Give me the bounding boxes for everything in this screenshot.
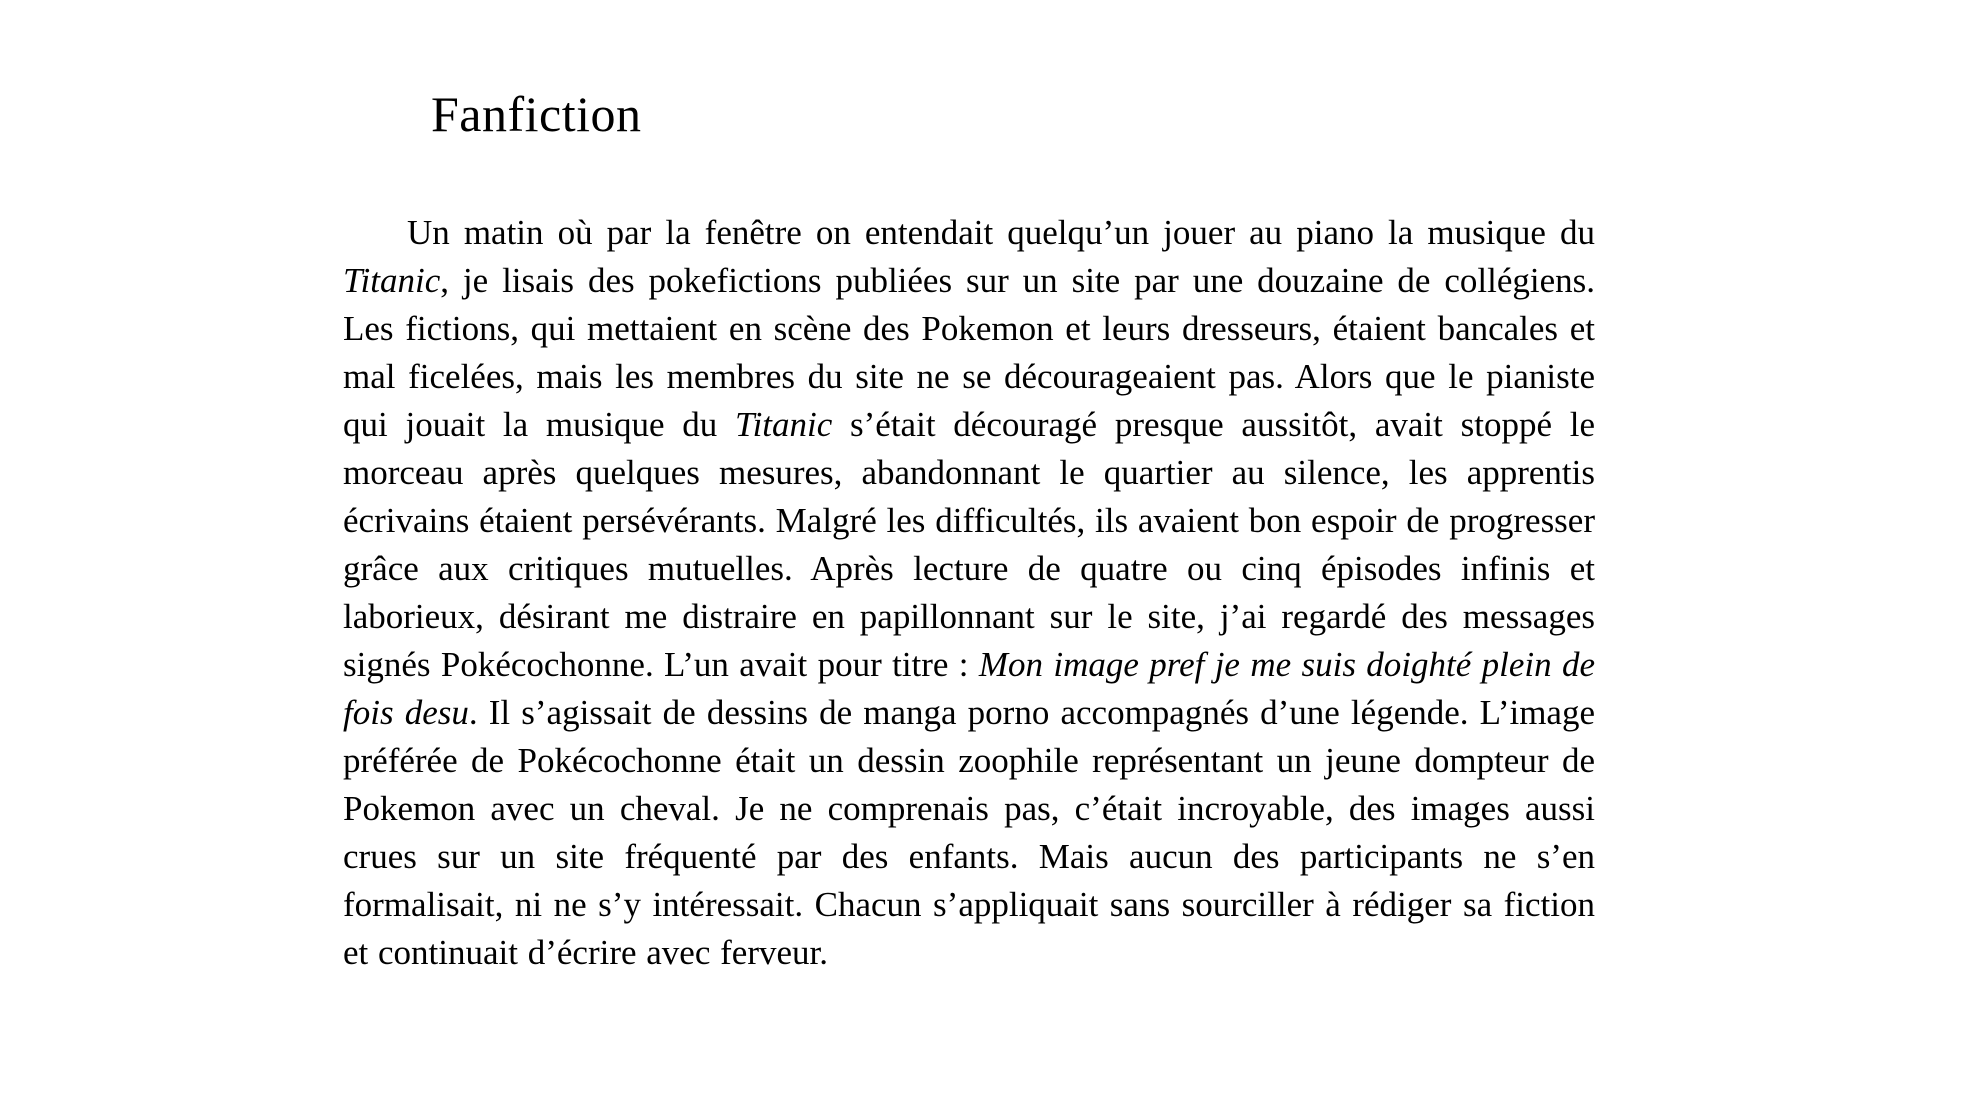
text-block bbox=[343, 88, 1595, 977]
page-title: Fanfiction bbox=[431, 86, 642, 142]
body-paragraph bbox=[343, 209, 1595, 977]
paragraph-segment: . Il s’agissait de dessins de manga porno accompagnés d’une légende. L’image préférée de Pokécochonne était un dessin zoophile représentant un jeune dompteur de Pokemon avec un cheval. Je ne comprenais pas, c’était incroyable, des images aussi crues sur un site fréquenté par des enfants. Mais aucun des participants ne s’en formalisait, ni ne s’y intéressait. Chacun s’appliquait sans sourciller à rédiger sa fiction et continuait d’écrire avec ferveur. bbox=[343, 692, 1595, 972]
paragraph-segment-italic-titanic: Titanic bbox=[735, 404, 833, 444]
paragraph-segment-italic-message-title: Mon image pref je me suis doighté plein de fois desu bbox=[343, 644, 1595, 732]
paragraph-segment: Un matin où par la fenêtre on entendait quelqu’un jouer au piano la musique du bbox=[407, 212, 1595, 252]
paragraph-segment: s’était découragé presque aussitôt, avait stoppé le morceau après quelques mesures, abandonnant le quartier au silence, les apprentis écrivains étaient persévérants. Malgré les difficultés, ils avaient bon espoir de progresser grâce aux critiques mutuelles. Après lecture de quatre ou cinq épisodes infinis et laborieux, désirant me distraire en papillonnant sur le site, j’ai regardé des messages signés Pokécochonne. L’un avait pour titre : bbox=[343, 404, 1596, 684]
paragraph-segment-italic-titanic: Titanic bbox=[343, 260, 441, 300]
paragraph-segment: , je lisais des pokefictions publiées sur un site par une douzaine de collégiens. Les fictions, qui mettaient en scène des Pokemon et leurs dresseurs, étaient bancales et mal ficelées, mais les membres du site ne se décourageaient pas. Alors que le pianiste qui jouait la musique du bbox=[343, 260, 1595, 444]
